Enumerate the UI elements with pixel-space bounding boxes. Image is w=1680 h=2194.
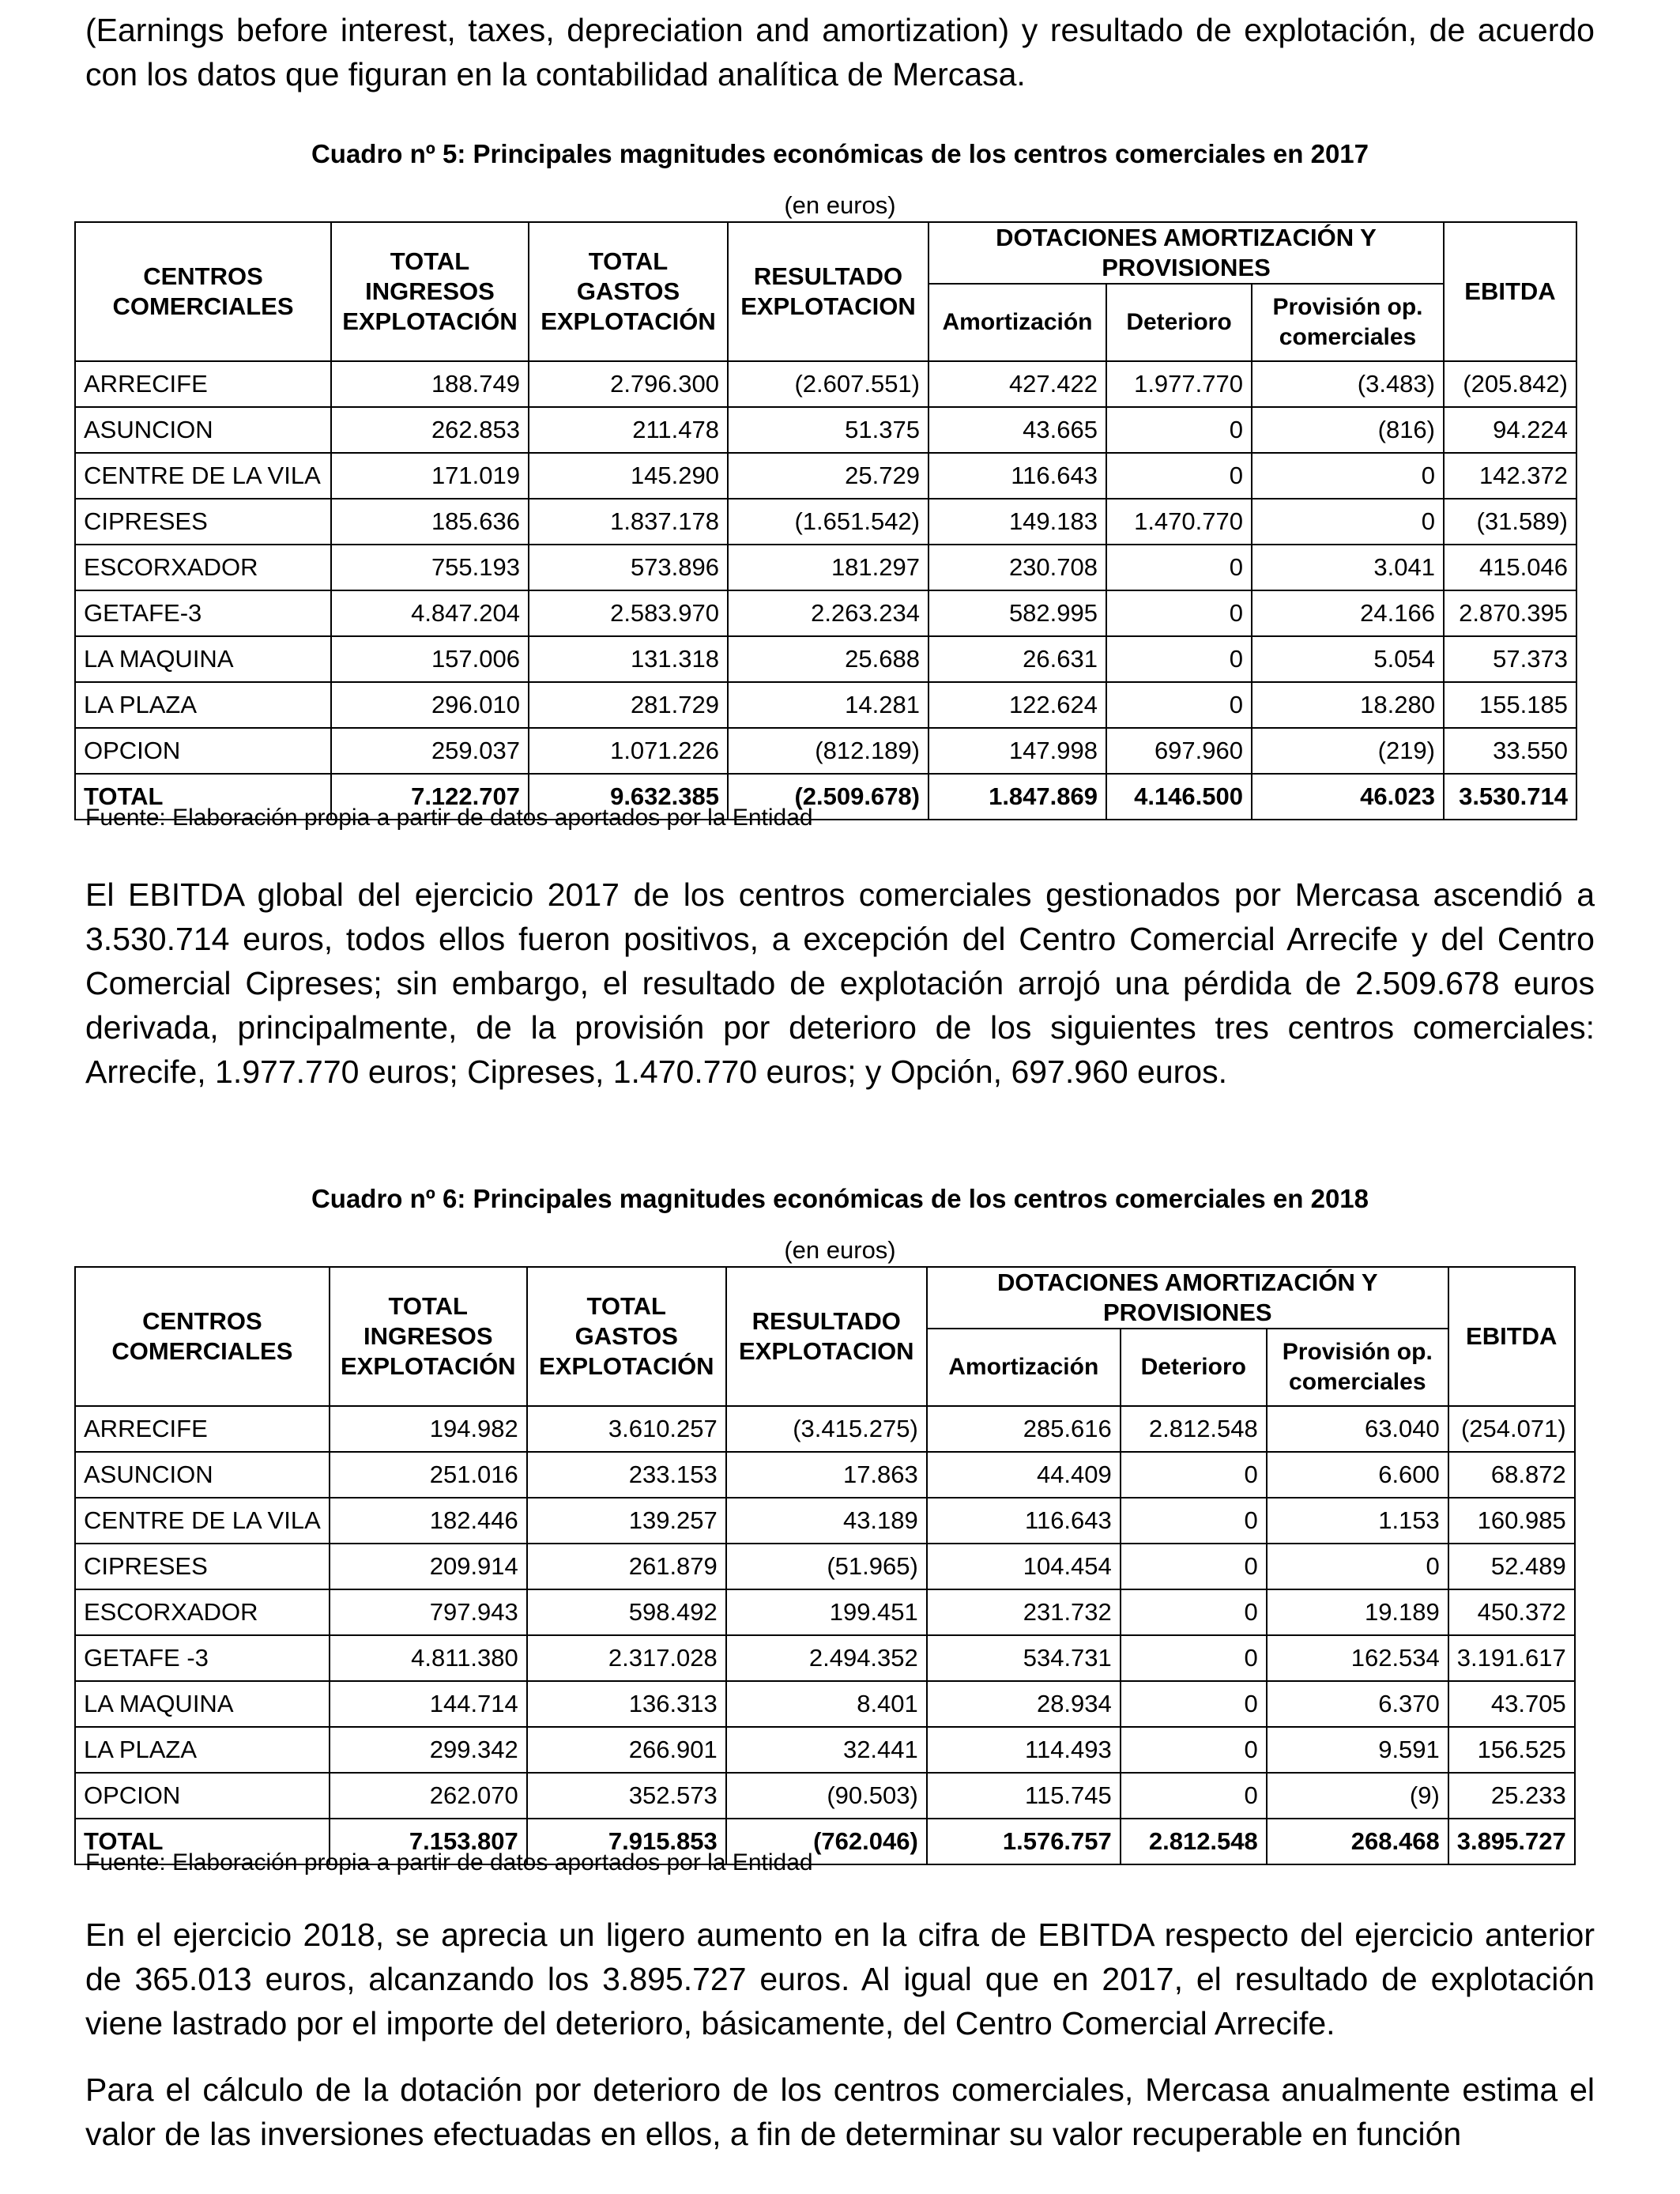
value-cell: 450.372: [1448, 1589, 1575, 1635]
value-cell: 259.037: [331, 728, 529, 774]
centro-name-cell: CENTRE DE LA VILA: [75, 1498, 330, 1544]
value-cell: 94.224: [1444, 407, 1576, 453]
value-cell: 262.853: [331, 407, 529, 453]
value-cell: 1.071.226: [529, 728, 728, 774]
value-cell: 149.183: [929, 499, 1106, 545]
table-row: [75, 1589, 1575, 1635]
value-cell: 51.375: [728, 407, 929, 453]
value-cell: 1.153: [1267, 1498, 1448, 1544]
value-cell: 155.185: [1444, 682, 1576, 728]
value-cell: 262.070: [330, 1773, 527, 1819]
value-cell: 266.901: [527, 1727, 726, 1773]
value-cell: 697.960: [1106, 728, 1252, 774]
value-cell: 160.985: [1448, 1498, 1575, 1544]
value-cell: 4.811.380: [330, 1635, 527, 1681]
table-row: [75, 590, 1576, 636]
value-cell: 122.624: [929, 682, 1106, 728]
value-cell: 2.317.028: [527, 1635, 726, 1681]
value-cell: 2.583.970: [529, 590, 728, 636]
value-cell: 2.263.234: [728, 590, 929, 636]
value-cell: 0: [1121, 1773, 1267, 1819]
paragraph-final: Para el cálculo de la dotación por deterioro de los centros comerciales, Mercasa anualmente estima el valor de las inversiones efectuadas en ellos, a fin de determinar su valor recuperable en función: [85, 2071, 1595, 2152]
centro-name-cell: OPCION: [75, 1773, 330, 1819]
value-cell: 352.573: [527, 1773, 726, 1819]
value-cell: 156.525: [1448, 1727, 1575, 1773]
value-cell: 233.153: [527, 1452, 726, 1498]
value-cell: 32.441: [726, 1727, 927, 1773]
value-cell: 1.847.869: [929, 774, 1106, 820]
value-cell: 144.714: [330, 1681, 527, 1727]
table-2017-caption: Cuadro nº 5: Principales magnitudes económicas de los centros comerciales en 2017: [311, 139, 1369, 168]
value-cell: 3.041: [1252, 545, 1444, 590]
value-cell: 0: [1121, 1544, 1267, 1589]
value-cell: 0: [1106, 636, 1252, 682]
centro-name-cell: TOTAL: [75, 774, 331, 820]
table-2018: [74, 1266, 1576, 1865]
value-cell: 131.318: [529, 636, 728, 682]
table-2018-units: (en euros): [784, 1236, 896, 1264]
value-cell: 0: [1252, 453, 1444, 499]
value-cell: 114.493: [927, 1727, 1121, 1773]
value-cell: 6.600: [1267, 1452, 1448, 1498]
table-row: [75, 1406, 1575, 1452]
value-cell: 7.915.853: [527, 1819, 726, 1864]
value-cell: 57.373: [1444, 636, 1576, 682]
value-cell: 261.879: [527, 1544, 726, 1589]
value-cell: 3.191.617: [1448, 1635, 1575, 1681]
value-cell: 281.729: [529, 682, 728, 728]
value-cell: (816): [1252, 407, 1444, 453]
value-cell: 157.006: [331, 636, 529, 682]
value-cell: 296.010: [331, 682, 529, 728]
value-cell: 2.870.395: [1444, 590, 1576, 636]
value-cell: (254.071): [1448, 1406, 1575, 1452]
value-cell: (812.189): [728, 728, 929, 774]
value-cell: 573.896: [529, 545, 728, 590]
value-cell: 182.446: [330, 1498, 527, 1544]
header-ingresos: TOTAL INGRESOS EXPLOTACIÓN: [330, 1267, 527, 1406]
centro-name-cell: GETAFE -3: [75, 1635, 330, 1681]
value-cell: 582.995: [929, 590, 1106, 636]
value-cell: 24.166: [1252, 590, 1444, 636]
table-row: [75, 545, 1576, 590]
value-cell: 162.534: [1267, 1635, 1448, 1681]
value-cell: 1.470.770: [1106, 499, 1252, 545]
centro-name-cell: ESCORXADOR: [75, 1589, 330, 1635]
value-cell: 6.370: [1267, 1681, 1448, 1727]
value-cell: 3.895.727: [1448, 1819, 1575, 1864]
value-cell: (2.509.678): [728, 774, 929, 820]
centro-name-cell: LA PLAZA: [75, 1727, 330, 1773]
centro-name-cell: OPCION: [75, 728, 331, 774]
value-cell: 43.665: [929, 407, 1106, 453]
value-cell: 116.643: [927, 1498, 1121, 1544]
value-cell: 0: [1121, 1727, 1267, 1773]
value-cell: 231.732: [927, 1589, 1121, 1635]
value-cell: 0: [1121, 1589, 1267, 1635]
value-cell: (9): [1267, 1773, 1448, 1819]
value-cell: 8.401: [726, 1681, 927, 1727]
value-cell: 7.153.807: [330, 1819, 527, 1864]
value-cell: (31.589): [1444, 499, 1576, 545]
value-cell: 1.977.770: [1106, 361, 1252, 407]
header-dotaciones: DOTACIONES AMORTIZACIÓN Y PROVISIONES: [927, 1267, 1448, 1329]
centro-name-cell: LA MAQUINA: [75, 1681, 330, 1727]
value-cell: 63.040: [1267, 1406, 1448, 1452]
value-cell: 2.494.352: [726, 1635, 927, 1681]
value-cell: (3.483): [1252, 361, 1444, 407]
centro-name-cell: ARRECIFE: [75, 1406, 330, 1452]
value-cell: 43.705: [1448, 1681, 1575, 1727]
table-row: [75, 1681, 1575, 1727]
value-cell: 7.122.707: [331, 774, 529, 820]
table-row: [75, 1544, 1575, 1589]
value-cell: 28.934: [927, 1681, 1121, 1727]
value-cell: 14.281: [728, 682, 929, 728]
table-row: [75, 636, 1576, 682]
value-cell: 1.837.178: [529, 499, 728, 545]
value-cell: 19.189: [1267, 1589, 1448, 1635]
value-cell: 2.812.548: [1121, 1819, 1267, 1864]
value-cell: 185.636: [331, 499, 529, 545]
value-cell: 3.610.257: [527, 1406, 726, 1452]
header-ingresos: TOTAL INGRESOS EXPLOTACIÓN: [331, 222, 529, 361]
value-cell: (51.965): [726, 1544, 927, 1589]
header-centros: CENTROS COMERCIALES: [75, 1267, 330, 1406]
table-2017: [74, 221, 1577, 820]
value-cell: 171.019: [331, 453, 529, 499]
value-cell: 9.632.385: [529, 774, 728, 820]
value-cell: 0: [1121, 1681, 1267, 1727]
value-cell: 0: [1121, 1498, 1267, 1544]
value-cell: 0: [1106, 682, 1252, 728]
header-ebitda: EBITDA: [1448, 1267, 1575, 1406]
table-row: [75, 1773, 1575, 1819]
value-cell: 46.023: [1252, 774, 1444, 820]
value-cell: 755.193: [331, 545, 529, 590]
value-cell: 211.478: [529, 407, 728, 453]
table-row: [75, 728, 1576, 774]
table-row: [75, 1635, 1575, 1681]
centro-name-cell: ARRECIFE: [75, 361, 331, 407]
value-cell: (1.651.542): [728, 499, 929, 545]
value-cell: 1.576.757: [927, 1819, 1121, 1864]
centro-name-cell: GETAFE-3: [75, 590, 331, 636]
table-2017-units: (en euros): [784, 191, 896, 219]
value-cell: 4.847.204: [331, 590, 529, 636]
value-cell: 2.796.300: [529, 361, 728, 407]
value-cell: 9.591: [1267, 1727, 1448, 1773]
value-cell: (205.842): [1444, 361, 1576, 407]
header-dotaciones: DOTACIONES AMORTIZACIÓN Y PROVISIONES: [929, 222, 1444, 284]
header-amortizacion: Amortización: [927, 1329, 1121, 1406]
value-cell: 145.290: [529, 453, 728, 499]
table-row: [75, 407, 1576, 453]
value-cell: 17.863: [726, 1452, 927, 1498]
value-cell: 0: [1267, 1544, 1448, 1589]
value-cell: 0: [1106, 590, 1252, 636]
header-provision: Provisión op. comerciales: [1267, 1329, 1448, 1406]
value-cell: 115.745: [927, 1773, 1121, 1819]
value-cell: 0: [1106, 407, 1252, 453]
value-cell: 25.729: [728, 453, 929, 499]
table-2018-source: Fuente: Elaboración propia a partir de datos aportados por la Entidad: [85, 1849, 813, 1875]
value-cell: 5.054: [1252, 636, 1444, 682]
header-provision: Provisión op. comerciales: [1252, 284, 1444, 361]
value-cell: 188.749: [331, 361, 529, 407]
value-cell: 194.982: [330, 1406, 527, 1452]
paragraph-2017: El EBITDA global del ejercicio 2017 de los centros comerciales gestionados por Mercasa ascendió a 3.530.714 euros, todos ellos fueron positivos, a excepción del Centro Comercial Arrecife y del Centro Comercial Cipreses; sin embargo, el resultado de explotación arrojó una pérdida de 2.509.678 euros derivada, principalmente, de la provisión por deterioro de los siguientes tres centros comerciales: Arrecife, 1.977.770 euros; Cipreses, 1.470.770 euros; y Opción, 697.960 euros.: [85, 876, 1595, 1090]
value-cell: 797.943: [330, 1589, 527, 1635]
header-gastos: TOTAL GASTOS EXPLOTACIÓN: [527, 1267, 726, 1406]
centro-name-cell: ASUNCION: [75, 407, 331, 453]
value-cell: 18.280: [1252, 682, 1444, 728]
value-cell: 0: [1106, 453, 1252, 499]
centro-name-cell: CIPRESES: [75, 1544, 330, 1589]
value-cell: (762.046): [726, 1819, 927, 1864]
value-cell: 268.468: [1267, 1819, 1448, 1864]
value-cell: 285.616: [927, 1406, 1121, 1452]
header-deterioro: Deterioro: [1121, 1329, 1267, 1406]
centro-name-cell: TOTAL: [75, 1819, 330, 1864]
table-row: [75, 1727, 1575, 1773]
value-cell: 199.451: [726, 1589, 927, 1635]
header-ebitda: EBITDA: [1444, 222, 1576, 361]
value-cell: (219): [1252, 728, 1444, 774]
value-cell: 299.342: [330, 1727, 527, 1773]
centro-name-cell: ESCORXADOR: [75, 545, 331, 590]
header-resultado: RESULTADO EXPLOTACION: [726, 1267, 927, 1406]
value-cell: 209.914: [330, 1544, 527, 1589]
centro-name-cell: ASUNCION: [75, 1452, 330, 1498]
table-row: [75, 499, 1576, 545]
value-cell: 415.046: [1444, 545, 1576, 590]
value-cell: 0: [1121, 1452, 1267, 1498]
table-row: [75, 361, 1576, 407]
centro-name-cell: LA PLAZA: [75, 682, 331, 728]
value-cell: 4.146.500: [1106, 774, 1252, 820]
value-cell: 52.489: [1448, 1544, 1575, 1589]
value-cell: 25.233: [1448, 1773, 1575, 1819]
centro-name-cell: CENTRE DE LA VILA: [75, 453, 331, 499]
value-cell: 104.454: [927, 1544, 1121, 1589]
value-cell: 43.189: [726, 1498, 927, 1544]
value-cell: 147.998: [929, 728, 1106, 774]
value-cell: 142.372: [1444, 453, 1576, 499]
centro-name-cell: CIPRESES: [75, 499, 331, 545]
value-cell: 136.313: [527, 1681, 726, 1727]
value-cell: 3.530.714: [1444, 774, 1576, 820]
header-deterioro: Deterioro: [1106, 284, 1252, 361]
value-cell: 0: [1252, 499, 1444, 545]
value-cell: 33.550: [1444, 728, 1576, 774]
header-resultado: RESULTADO EXPLOTACION: [728, 222, 929, 361]
paragraph-2018: En el ejercicio 2018, se aprecia un ligero aumento en la cifra de EBITDA respecto del ejercicio anterior de 365.013 euros, alcanzando los 3.895.727 euros. Al igual que en 2017, el resultado de explotación viene lastrado por el importe del deterioro, básicamente, del Centro Comercial Arrecife.: [85, 1917, 1595, 2041]
value-cell: 0: [1106, 545, 1252, 590]
table-2018-caption: Cuadro nº 6: Principales magnitudes económicas de los centros comerciales en 2018: [311, 1184, 1369, 1213]
value-cell: 0: [1121, 1635, 1267, 1681]
header-amortizacion: Amortización: [929, 284, 1106, 361]
value-cell: (90.503): [726, 1773, 927, 1819]
table-row: [75, 1452, 1575, 1498]
value-cell: 116.643: [929, 453, 1106, 499]
value-cell: 230.708: [929, 545, 1106, 590]
value-cell: 44.409: [927, 1452, 1121, 1498]
centro-name-cell: LA MAQUINA: [75, 636, 331, 682]
table-row: [75, 682, 1576, 728]
value-cell: 2.812.548: [1121, 1406, 1267, 1452]
table-row: [75, 1498, 1575, 1544]
value-cell: 26.631: [929, 636, 1106, 682]
value-cell: 598.492: [527, 1589, 726, 1635]
value-cell: 427.422: [929, 361, 1106, 407]
table-2017-source: Fuente: Elaboración propia a partir de datos aportados por la Entidad: [85, 805, 813, 831]
value-cell: 251.016: [330, 1452, 527, 1498]
intro-paragraph: (Earnings before interest, taxes, depreciation and amortization) y resultado de explotación, de acuerdo con los datos que figuran en la contabilidad analítica de Mercasa.: [85, 12, 1595, 92]
value-cell: 25.688: [728, 636, 929, 682]
header-gastos: TOTAL GASTOS EXPLOTACIÓN: [529, 222, 728, 361]
value-cell: 68.872: [1448, 1452, 1575, 1498]
value-cell: (2.607.551): [728, 361, 929, 407]
value-cell: 534.731: [927, 1635, 1121, 1681]
header-centros: CENTROS COMERCIALES: [75, 222, 331, 361]
table-row: [75, 453, 1576, 499]
value-cell: 181.297: [728, 545, 929, 590]
value-cell: 139.257: [527, 1498, 726, 1544]
value-cell: (3.415.275): [726, 1406, 927, 1452]
